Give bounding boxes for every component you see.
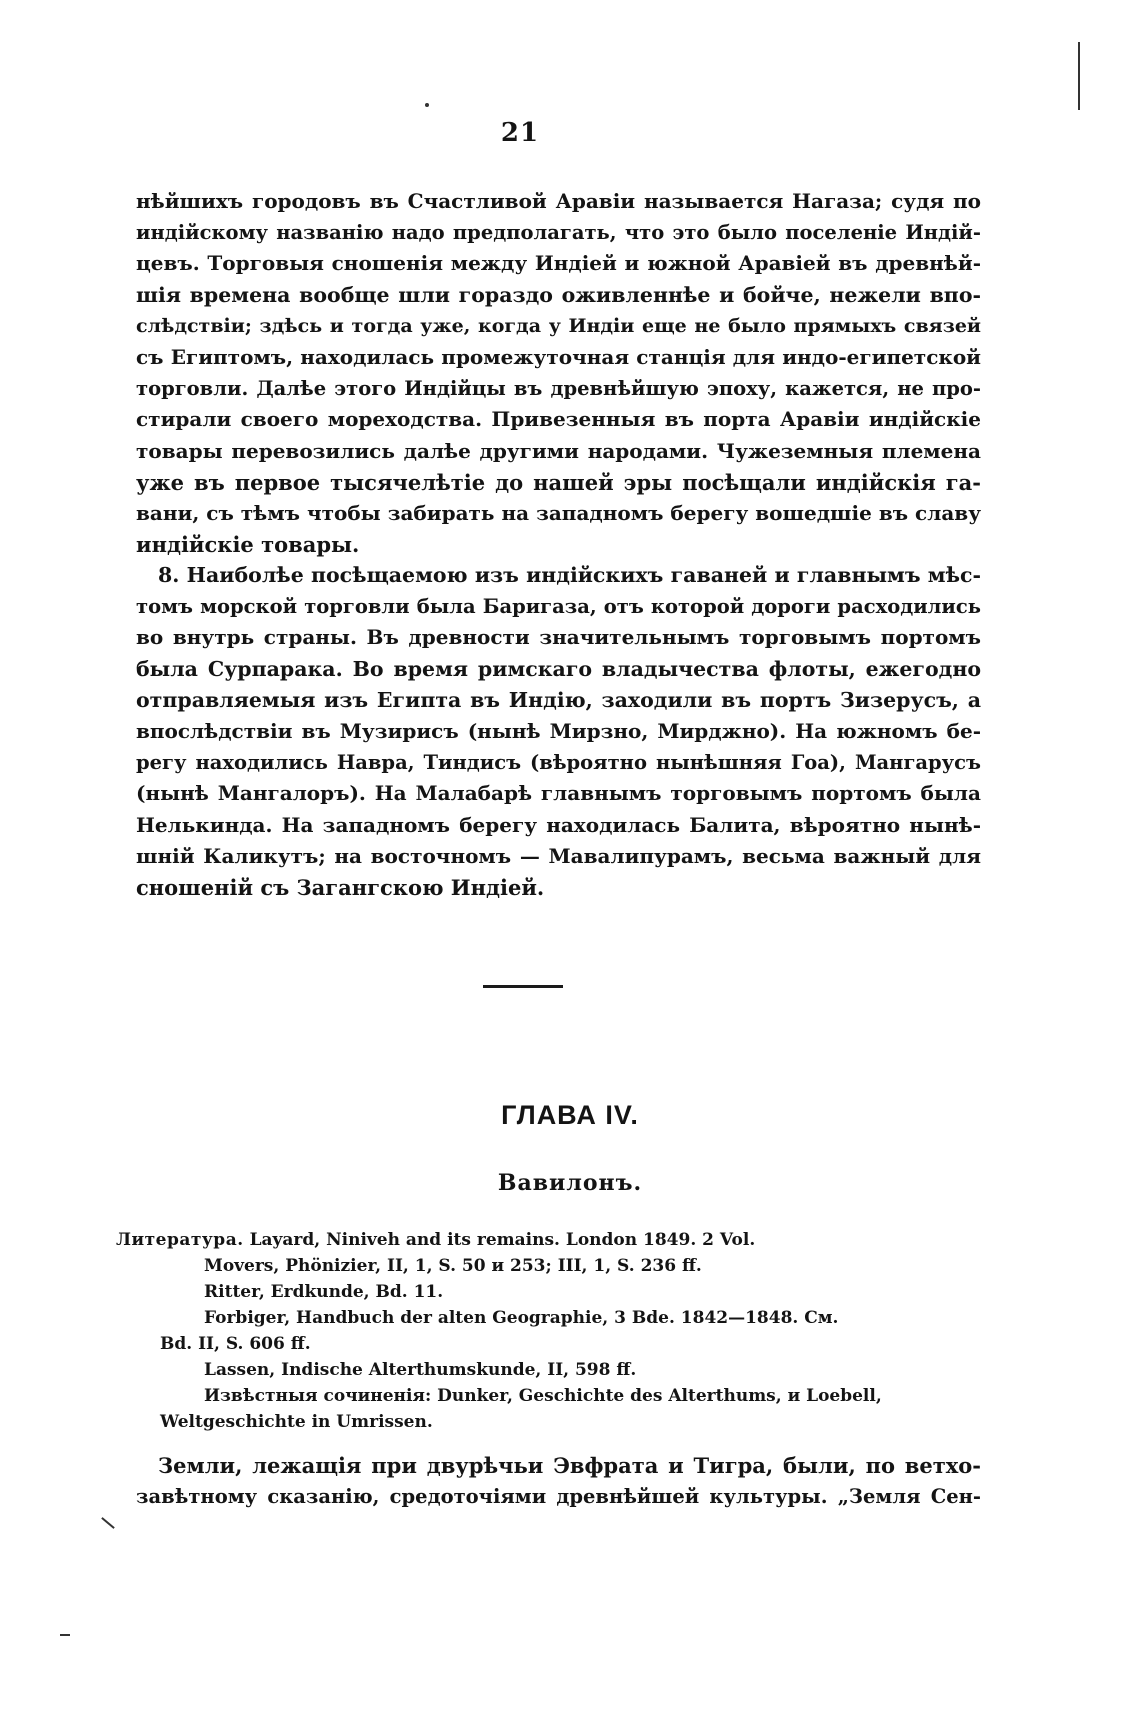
text-line: завѣтному сказанію, средоточіями древнѣйшей культуры. „Земля Сен- (136, 1485, 981, 1509)
paragraph-3 (136, 1450, 981, 1512)
text-line: Земли, лежащія при двурѣчьи Эвфрата и Тигра, были, по ветхо- (158, 1453, 981, 1478)
text-line: шній Каликутъ; на восточномъ — Мавалипурамъ, весьма важный для (136, 843, 981, 868)
scan-edge-mark (1078, 42, 1080, 110)
text-line: 8. Наиболѣе посѣщаемою изъ индійскихъ гаваней и главнымъ мѣс- (158, 563, 981, 587)
chapter-subtitle: Вавилонъ. (497, 1170, 643, 1196)
text-line: Нелькинда. На западномъ берегу находилась Балита, вѣроятно нынѣ- (136, 812, 981, 837)
text-line: товары перевозились далѣе другими народами. Чужеземныя племена (136, 438, 981, 463)
page-number: 21 (500, 118, 540, 148)
literature-entry: Ritter, Erdkunde, Bd. 11. (204, 1282, 444, 1302)
literature-entry: Lassen, Indische Alterthumskunde, II, 598 ff. (204, 1360, 637, 1380)
literature-heading: Литература. (116, 1230, 244, 1250)
text-line: была Сурпарака. Во время римскаго владычества флоты, ежегодно (136, 656, 981, 681)
literature-entry: Movers, Phönizier, II, 1, S. 50 и 253; III, 1, S. 236 ff. (204, 1256, 702, 1276)
text-line: торговли. Далѣе этого Индійцы въ древнѣйшую эпоху, кажется, не про- (136, 377, 981, 401)
text-line: нѣйшихъ городовъ въ Счастливой Аравіи называется Нагаза; судя по (136, 189, 981, 213)
text-line: сношеній съ Загангскою Индіей. (136, 874, 545, 900)
text-line: слѣдствіи; здѣсь и тогда уже, когда у Индіи еще не было прямыхъ связей (136, 314, 981, 337)
literature-entry: Извѣстныя сочиненія: Dunker, Geschichte des Alterthums, и Loebell, (204, 1386, 882, 1406)
text-line: во внутрь страны. Въ древности значительнымъ торговымъ портомъ (136, 625, 981, 650)
scan-speck (101, 1517, 115, 1529)
literature-list (116, 1227, 986, 1435)
section-divider (483, 985, 563, 988)
text-line: уже въ первое тысячелѣтіе до нашей эры посѣщали индійскія га- (136, 469, 981, 495)
paragraph-1 (136, 186, 981, 560)
text-line: съ Египтомъ, находилась промежуточная станція для индо-египетской (136, 344, 981, 369)
literature-entry (116, 1227, 986, 1253)
text-line: индійскіе товары. (136, 532, 360, 558)
text-line: цевъ. Торговыя сношенія между Индіей и южной Аравіей въ древнѣй- (136, 251, 981, 276)
scan-speck (425, 103, 429, 107)
literature-entry-continuation: Weltgeschichte in Umrissen. (160, 1412, 433, 1432)
literature-entry-text: Layard, Niniveh and its remains. London 1849. 2 Vol. (249, 1230, 756, 1250)
text-line: индійскому названію надо предполагать, что это было поселеніе Индій- (136, 221, 981, 245)
text-line: томъ морской торговли была Баригаза, отъ которой дороги расходились (136, 595, 981, 619)
text-line: регу находились Навра, Тиндисъ (вѣроятно нынѣшняя Гоа), Мангарусъ (136, 751, 981, 775)
text-line: отправляемыя изъ Египта въ Индію, заходили въ портъ Зизерусъ, а (136, 687, 981, 712)
text-line: стирали своего мореходства. Привезенныя въ порта Аравіи индійскіе (136, 407, 981, 432)
chapter-title: ГЛАВА IV. (501, 1100, 639, 1130)
literature-entry-continuation: Bd. II, S. 606 ff. (160, 1334, 311, 1354)
text-line: вани, съ тѣмъ чтобы забирать на западномъ берегу вошедшіе въ славу (136, 500, 981, 525)
text-line: (нынѣ Мангалоръ). На Малабарѣ главнымъ торговымъ портомъ была (136, 781, 981, 806)
paragraph-2 (136, 560, 981, 903)
text-line: шія времена вообще шли гораздо оживленнѣе и бойче, нежели впо- (136, 282, 981, 307)
literature-entry: Forbiger, Handbuch der alten Geographie, 3 Bde. 1842—1848. См. (204, 1308, 839, 1328)
scan-speck (60, 1634, 70, 1636)
text-line: впослѣдствіи въ Музирисъ (нынѣ Мирзно, Мирджно). На южномъ бе- (136, 718, 981, 743)
